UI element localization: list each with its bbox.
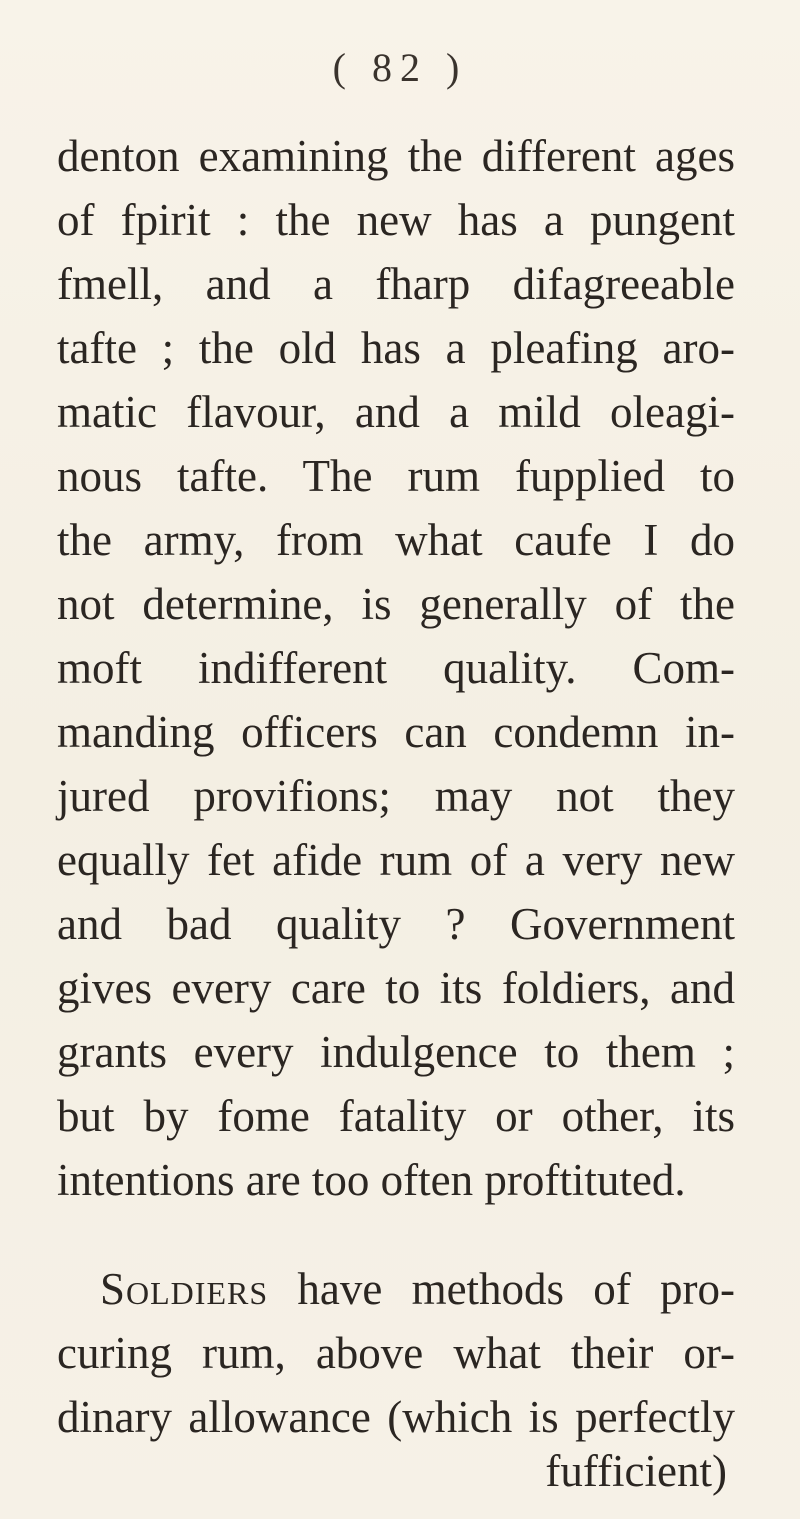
text-line: nous tafte. The rum fupplied to (57, 451, 735, 501)
small-caps-lead-word: Soldiers (100, 1264, 269, 1314)
text-line: curing rum, above what their or- (57, 1328, 735, 1378)
text-line: but by fome fatality or other, its (57, 1091, 735, 1141)
text-line: tafte ; the old has a pleafing aro- (57, 323, 735, 373)
catchword: fufficient) (545, 1446, 727, 1496)
text-line: equally fet afide rum of a very new (57, 835, 735, 885)
text-line: of fpirit : the new has a pungent (57, 195, 735, 245)
text-line: fmell, and a fharp difagreeable (57, 259, 735, 309)
text-line: manding officers can condemn in- (57, 707, 735, 757)
text-line: grants every indulgence to them ; (57, 1027, 735, 1077)
text-line: intentions are too often proftituted. (57, 1155, 686, 1205)
text-line-rest: have methods of pro- (297, 1264, 735, 1314)
page-number: ( 82 ) (332, 45, 468, 90)
text-line: matic flavour, and a mild oleagi- (57, 387, 735, 437)
text-line: denton examining the different ages (57, 131, 735, 181)
text-line: the army, from what caufe I do (57, 515, 735, 565)
text-line: not determine, is generally of the (57, 579, 735, 629)
text-line: and bad quality ? Government (57, 899, 735, 949)
text-line: gives every care to its foldiers, and (57, 963, 735, 1013)
paragraph-first-line (100, 1263, 735, 1315)
text-line: dinary allowance (which is perfectly (57, 1392, 735, 1442)
text-line: moft indifferent quality. Com- (57, 643, 735, 693)
text-line: jured provifions; may not they (57, 771, 735, 821)
